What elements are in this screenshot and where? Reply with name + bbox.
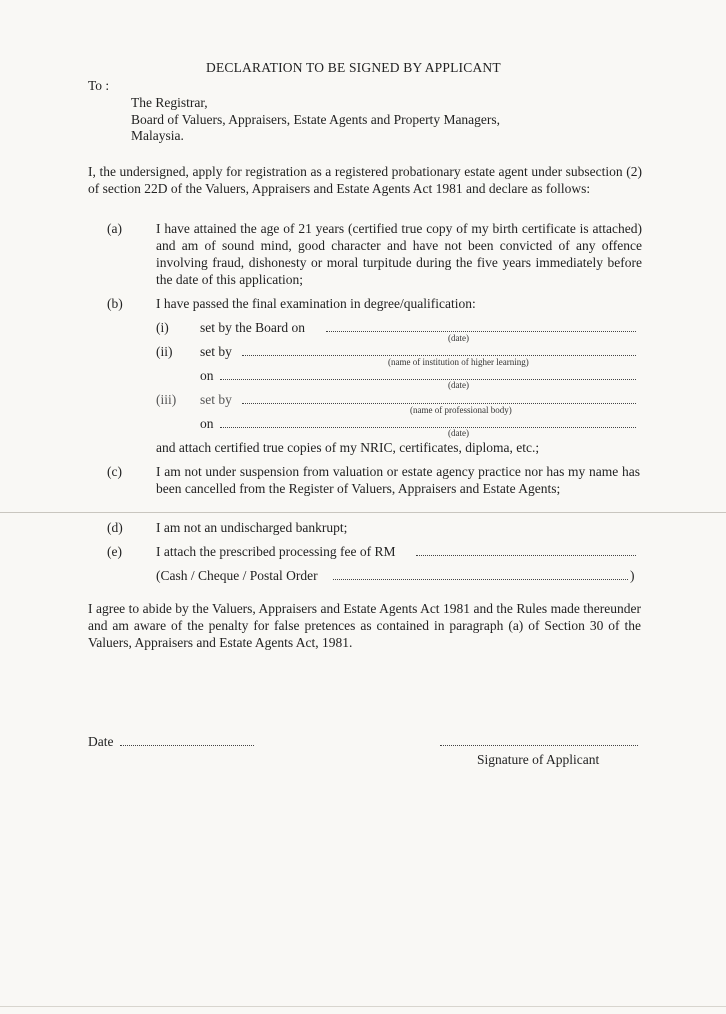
addressee-line-1: The Registrar, (131, 95, 208, 110)
sub-ii-marker: (ii) (156, 344, 173, 359)
sub-iii-professional-body-field[interactable] (242, 403, 636, 404)
item-e-text: I attach the prescribed processing fee of RM (156, 544, 396, 559)
sub-ii-date-caption: (date) (448, 380, 469, 390)
sub-i-marker: (i) (156, 320, 169, 335)
item-c-text: I am not under suspension from valuation or estate agency practice nor has my name has been cancelled from the Register of Valuers, Appraisers and Estate Agents; (156, 464, 640, 496)
payment-method-text: (Cash / Cheque / Postal Order (156, 568, 318, 583)
sub-i-date-caption: (date) (448, 333, 469, 343)
sub-ii-date-field[interactable] (220, 379, 636, 380)
signature-field[interactable] (440, 745, 638, 746)
item-a-text: I have attained the age of 21 years (certified true copy of my birth certificate is attached) and am of sound mind, good character and have not been convicted of any offence involving fraud, dishonesty or moral turpitude during the five years immediately before the date of this application; (156, 221, 642, 287)
sub-iii-professional-body-caption: (name of professional body) (410, 405, 512, 415)
item-d-marker: (d) (107, 520, 123, 535)
item-e-marker: (e) (107, 544, 122, 559)
sub-iii-date-caption: (date) (448, 428, 469, 438)
sub-iii-text: set by (200, 392, 232, 407)
paper-bottom-edge (0, 1006, 726, 1007)
payment-method-field[interactable] (333, 579, 628, 580)
item-a-marker: (a) (107, 221, 122, 236)
sub-ii-text: set by (200, 344, 232, 359)
item-d-text: I am not an undischarged bankrupt; (156, 520, 348, 535)
sub-iii-on-label: on (200, 416, 214, 431)
page-title: DECLARATION TO BE SIGNED BY APPLICANT (206, 60, 501, 75)
sub-ii-institution-field[interactable] (242, 355, 636, 356)
date-field[interactable] (120, 745, 254, 746)
item-b-closing: and attach certified true copies of my NRIC, certificates, diploma, etc.; (156, 440, 540, 455)
date-label: Date (88, 734, 114, 749)
to-label: To : (88, 78, 110, 93)
item-b-text: I have passed the final examination in degree/qualification: (156, 296, 476, 311)
sub-ii-on-label: on (200, 368, 214, 383)
paper-crease (0, 512, 726, 513)
sub-i-text: set by the Board on (200, 320, 305, 335)
intro-paragraph: I, the undersigned, apply for registration as a registered probationary estate agent under subsection (2) of section 22D of the Valuers, Appraisers and Estate Agents Act 1981 and declare as follows: (88, 164, 642, 196)
addressee-line-3: Malaysia. (131, 128, 184, 143)
sub-ii-institution-caption: (name of institution of higher learning) (388, 357, 529, 367)
addressee-line-2: Board of Valuers, Appraisers, Estate Agents and Property Managers, (131, 112, 501, 127)
agreement-paragraph: I agree to abide by the Valuers, Appraisers and Estate Agents Act 1981 and the Rules made thereunder and am aware of the penalty for false pretences as contained in paragraph (a) of Section 30 of the Valuers, Appraisers and Estate Agents Act, 1981. (88, 601, 641, 650)
sub-i-date-field[interactable] (326, 331, 636, 332)
item-c-marker: (c) (107, 464, 122, 479)
processing-fee-field[interactable] (416, 555, 636, 556)
sub-iii-date-field[interactable] (220, 427, 636, 428)
item-b-marker: (b) (107, 296, 123, 311)
signature-label: Signature of Applicant (477, 752, 600, 767)
sub-iii-marker: (iii) (156, 392, 177, 407)
payment-method-close: ) (630, 568, 635, 583)
